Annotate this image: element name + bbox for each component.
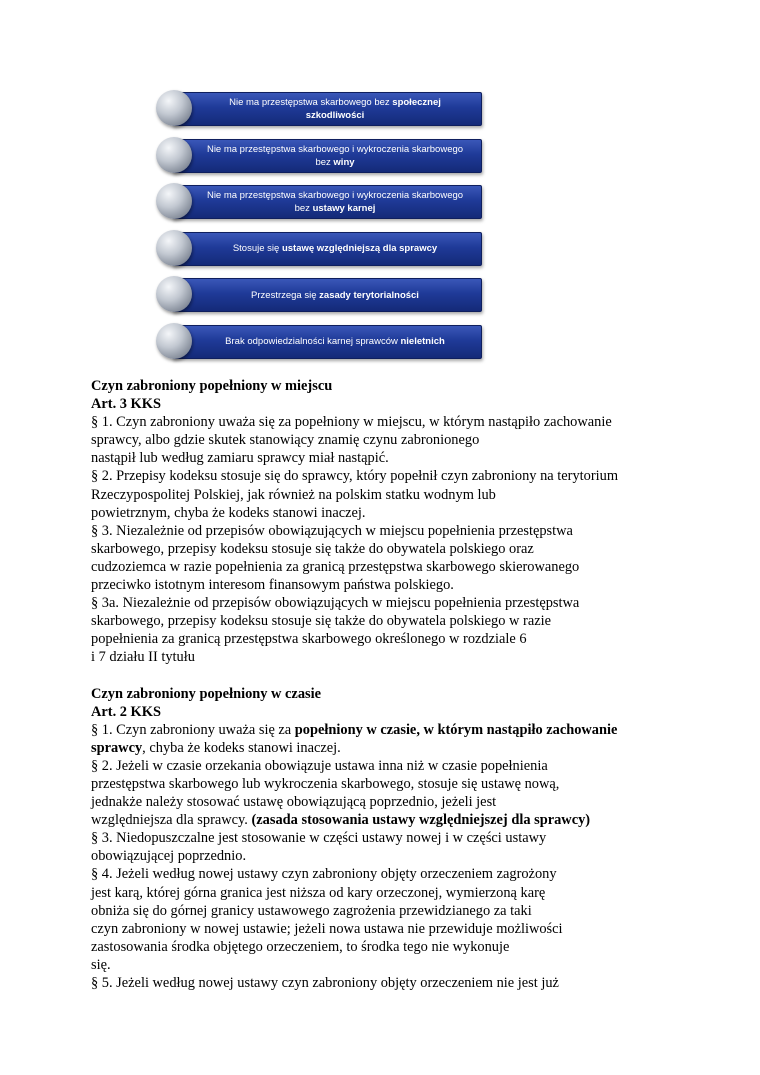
sphere-bullet-icon	[156, 323, 192, 359]
text-line: § 2. Przepisy kodeksu stosuje się do sprawcy, który popełnił czyn zabroniony na terytorium	[91, 468, 619, 485]
principle-bar: Przestrzega się zasady terytorialności	[172, 278, 482, 312]
principle-item	[156, 323, 482, 359]
sphere-bullet-icon	[156, 137, 192, 173]
sphere-bullet-icon	[156, 90, 192, 126]
document-body	[91, 377, 691, 992]
text-line: § 1. Czyn zabroniony uważa się za popełniony w czasie, w którym nastąpiło zachowanie	[91, 721, 618, 738]
text-line: cudzoziemca w razie popełnienia za granicą przestępstwa skarbowego skierowanego	[91, 558, 580, 575]
text-line: § 4. Jeżeli według nowej ustawy czyn zabroniony objęty orzeczeniem zagrożony	[91, 866, 557, 883]
text-line: nastąpił lub według zamiaru sprawcy miał nastąpić.	[91, 450, 389, 467]
text-line: i 7 działu II tytułu	[91, 649, 195, 666]
text-line: względniejsza dla sprawcy. (zasada stosowania ustawy względniejszej dla sprawcy)	[91, 812, 591, 829]
text-line: § 3. Niezależnie od przepisów obowiązujących w miejscu popełnienia przestępstwa	[91, 522, 573, 539]
sphere-bullet-icon	[156, 183, 192, 219]
text-line: sprawcy, albo gdzie skutek stanowiący znamię czynu zabronionego	[91, 432, 480, 449]
principle-bar: Nie ma przestępstwa skarbowego i wykroczenia skarbowego bez winy	[172, 139, 482, 173]
principle-item	[156, 90, 482, 126]
principle-bar: Brak odpowiedzialności karnej sprawców nieletnich	[172, 325, 482, 359]
sphere-bullet-icon	[156, 276, 192, 312]
text-line: przeciwko istotnym interesom finansowym państwa polskiego.	[91, 577, 454, 594]
text-line: jest karą, której górna granica jest niższa od kary orzeczonej, wymierzoną karę	[91, 884, 546, 901]
paragraph-gap	[91, 667, 691, 685]
text-line: § 2. Jeżeli w czasie orzekania obowiązuje ustawa inna niż w czasie popełnienia	[91, 757, 548, 774]
section-heading: Czyn zabroniony popełniony w miejscu	[91, 378, 333, 394]
text-line: sprawcy, chyba że kodeks stanowi inaczej.	[91, 739, 341, 756]
text-line: czyn zabroniony w nowej ustawie; jeżeli nowa ustawa nie przewiduje możliwości	[91, 920, 563, 937]
section-heading: Czyn zabroniony popełniony w czasie	[91, 685, 322, 702]
text-line: przestępstwa skarbowego lub wykroczenia skarbowego, stosuje się ustawę nową,	[91, 775, 560, 792]
principle-item	[156, 230, 482, 266]
text-line: § 5. Jeżeli według nowej ustawy czyn zabroniony objęty orzeczeniem nie jest już	[91, 975, 559, 991]
text-line: się.	[91, 956, 111, 973]
principle-bar: Nie ma przestępstwa skarbowego i wykroczenia skarbowego bez ustawy karnej	[172, 185, 482, 219]
principle-item	[156, 183, 482, 219]
principle-bar: Stosuje się ustawę względniejszą dla sprawcy	[172, 232, 482, 266]
text-line: § 1. Czyn zabroniony uważa się za popełniony w miejscu, w którym nastąpiło zachowanie	[91, 414, 612, 431]
text-line: § 3. Niedopuszczalne jest stosowanie w części ustawy nowej i w części ustawy	[91, 830, 547, 847]
text-line: powietrznym, chyba że kodeks stanowi inaczej.	[91, 504, 366, 521]
text-line: skarbowego, przepisy kodeksu stosuje się także do obywatela polskiego oraz	[91, 540, 534, 557]
principle-bar: Nie ma przestępstwa skarbowego bez społecznej szkodliwości	[172, 92, 482, 126]
text-line: § 3a. Niezależnie od przepisów obowiązujących w miejscu popełnienia przestępstwa	[91, 595, 580, 612]
text-line: obniża się do górnej granicy ustawowego zagrożenia przewidzianego za taki	[91, 902, 532, 919]
text-line: zastosowania środka objętego orzeczeniem, to środka tego nie wykonuje	[91, 938, 510, 955]
text-line: skarbowego, przepisy kodeksu stosuje się także do obywatela polskiego w razie	[91, 613, 551, 630]
text-line: popełnienia za granicą przestępstwa skarbowego określonego w rozdziale 6	[91, 631, 527, 648]
text-line: jednakże należy stosować ustawę obowiązującą poprzednio, jeżeli jest	[91, 794, 497, 811]
text-line: obowiązującej poprzednio.	[91, 848, 247, 865]
article-number: Art. 2 KKS	[91, 703, 161, 720]
principle-item	[156, 276, 482, 312]
article-number: Art. 3 KKS	[91, 396, 161, 413]
principle-item	[156, 137, 482, 173]
sphere-bullet-icon	[156, 230, 192, 266]
principles-diagram	[156, 90, 482, 369]
text-line: Rzeczypospolitej Polskiej, jak również na polskim statku wodnym lub	[91, 486, 496, 503]
